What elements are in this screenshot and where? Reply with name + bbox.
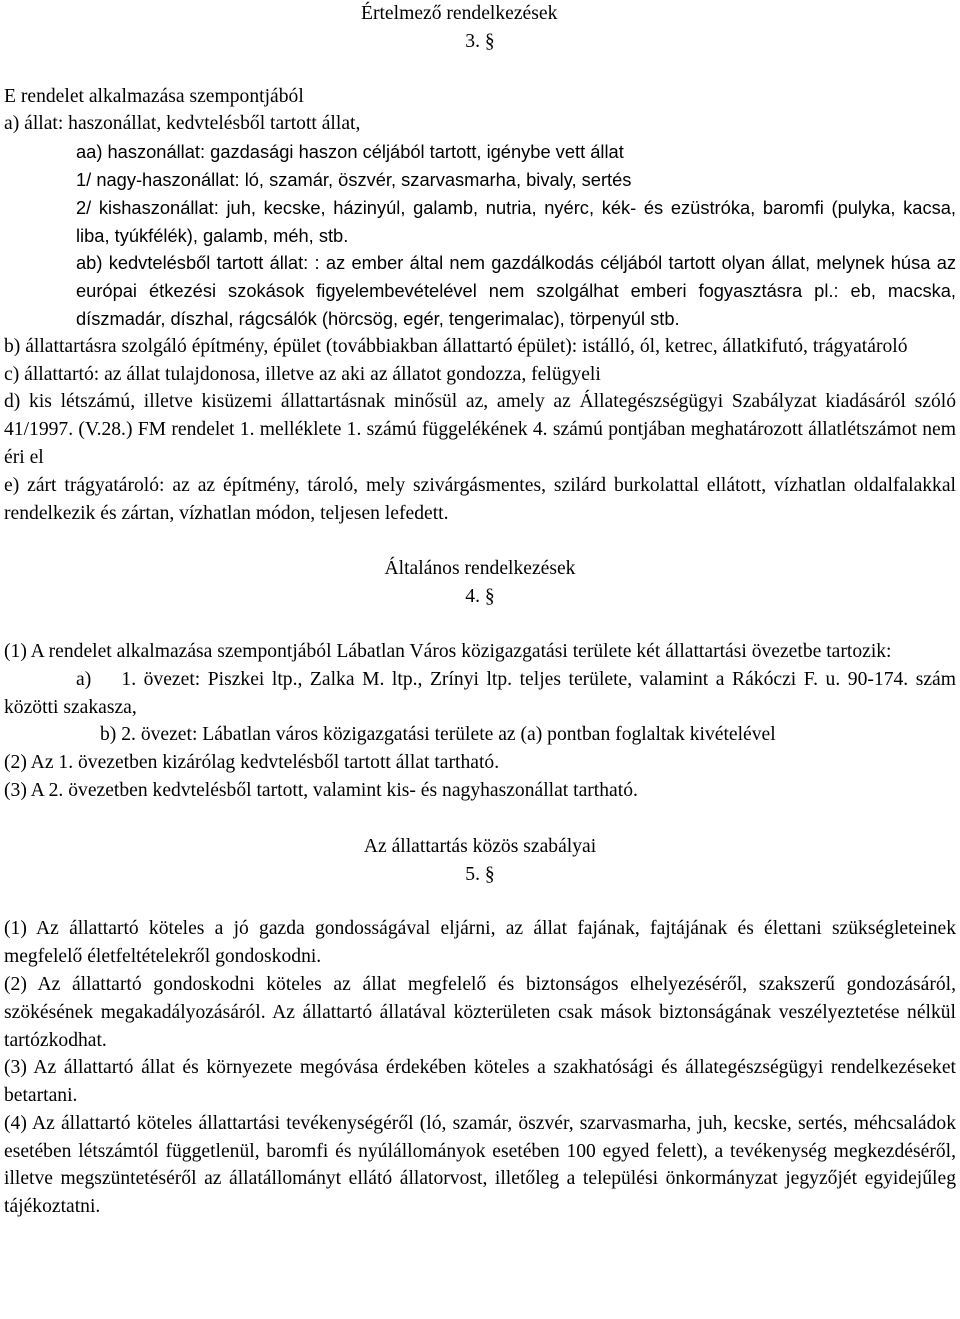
section-4-number: 4. § — [465, 586, 495, 608]
section-5-number: 5. § — [465, 863, 495, 885]
s4-paragraph-1: (1) A rendelet alkalmazása szempontjából Lábatlan Város közigazgatási területe két állattartási övezetbe tartozik: — [4, 640, 892, 662]
s3-item-b: b) állattartásra szolgáló építmény, épület (továbbiakban állattartó épület): istálló, ól, ketrec, állatkifutó, trágyatároló — [4, 335, 908, 357]
section-3-title: Értelmező rendelkezések — [361, 3, 558, 24]
s3-item-d: d) kis létszámú, illetve kisüzemi állattartásnak minősül az, amely az Állategészségügyi Szabályzat kiadásáról szóló 41/1997. (V.28.) FM rendelet 1. melléklete 1. számú függelékének 4. számú pontjában meghatározott állatlétszámot nem éri el — [4, 391, 956, 468]
s4-point-a: a) 1. övezet: Piszkei ltp., Zalka M. ltp., Zrínyi ltp. teljes területe, valamint a Rákóczi F. u. 90-174. szám közötti szakasza, — [4, 668, 956, 718]
s3-item-aa: aa) haszonállat: gazdasági haszon céljából tartott, igénybe vett állat — [76, 141, 624, 163]
s3-item-2: 2/ kishaszonállat: juh, kecske, házinyúl, galamb, nutria, nyérc, kék- és ezüstróka, baromfi (pulyka, kacsa, liba, tyúkfélék), galamb, méh, stb. — [76, 196, 956, 246]
section-5-title: Az állattartás közös szabályai — [363, 835, 597, 857]
s3-item-ab: ab) kedvtelésből tartott állat: : az ember által nem gazdálkodás céljából tartott olyan állat, melynek húsa az európai étkezési szokások figyelembevételével nem szolgálhat emberi fogyasztásra pl.: eb, macska, díszmadár, díszhal, rágcsálók (hörcsög, egér, tengerimalac), törpenyúl stb. — [76, 252, 956, 329]
s5-paragraph-3: (3) Az állattartó állat és környezete megóvása érdekében köteles a szakhatósági és állategészségügyi rendelkezéseket betartani. — [4, 1057, 956, 1107]
s4-paragraph-2: (2) Az 1. övezetben kizárólag kedvtelésből tartott állat tartható. — [4, 752, 500, 774]
s5-paragraph-4: (4) Az állattartó köteles állattartási tevékenységéről (ló, szamár, öszvér, szarvasmarha, juh, kecske, sertés, méhcsaládok esetében létszámtól függetlenül, baromfi és nyúlállományok esetében 100 egyed felett), a tevékenység megkezdéséről, illetve megszüntetéséről az állatállományt ellátó állatorvost, illetőleg a települési önkormányzat jegyzőjét egyidejűleg tájékoztatni. — [4, 1112, 956, 1218]
s3-item-c: c) állattartó: az állat tulajdonosa, illetve az aki az állatot gondozza, felügyeli — [4, 363, 601, 385]
s3-item-1: 1/ nagy-haszonállat: ló, szamár, öszvér, szarvasmarha, bivaly, sertés — [76, 168, 632, 190]
s4-point-b: b) 2. övezet: Lábatlan város közigazgatási területe az (a) pontban foglaltak kivételével — [100, 724, 776, 746]
s4-paragraph-3: (3) A 2. övezetben kedvtelésből tartott, valamint kis- és nagyhaszonállat tartható. — [4, 779, 638, 801]
s3-item-a: a) állat: haszonállat, kedvtelésből tartott állat, — [4, 113, 361, 135]
s3-intro: E rendelet alkalmazása szempontjából — [4, 85, 304, 107]
s5-paragraph-2: (2) Az állattartó gondoskodni köteles az állat megfelelő és biztonságos elhelyezéséről, szakszerű gondozásáról, szökésének megakadályozásáról. Az állattartó állatával közterületen csak mások biztonságának veszélyeztetése nélkül tartózkodhat. — [4, 973, 956, 1051]
section-4-title: Általános rendelkezések — [384, 558, 576, 580]
s5-paragraph-1: (1) Az állattartó köteles a jó gazda gondosságával eljárni, az állat fajának, fajtájának és élettani szükségleteinek megfelelő életfeltételekről gondoskodni. — [4, 918, 956, 968]
section-3-number: 3. § — [465, 30, 495, 52]
s3-item-e: e) zárt trágyatároló: az az építmény, tároló, mely szivárgásmentes, szilárd burkolattal ellátott, vízhatlan oldalfalakkal rendelkezik és zártan, vízhatlan módon, teljesen lefedett. — [4, 474, 956, 524]
